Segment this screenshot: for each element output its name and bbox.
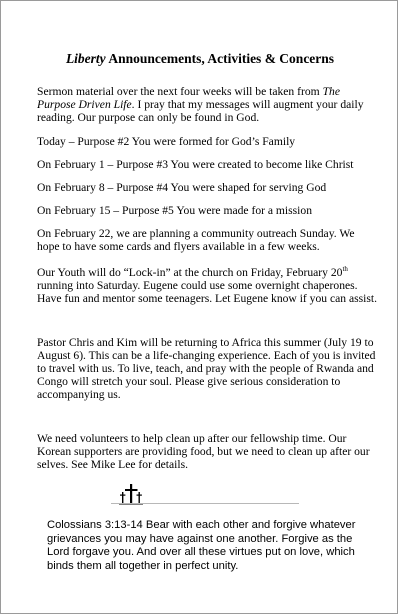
- sermon-series-paragraph: [37, 85, 379, 124]
- youth-lockin-paragraph: [37, 266, 379, 305]
- purpose-3-line: On February 1 – Purpose #3 You were created to become like Christ: [37, 158, 354, 171]
- book-title: The Purpose Driven Life: [37, 85, 340, 111]
- title-church-name: Liberty: [65, 51, 106, 66]
- sermon-text-start: Sermon material over the next four weeks will be taken from: [37, 85, 323, 98]
- outreach-paragraph: On February 22, we are planning a community outreach Sunday. We hope to have some cards and flyers available in a few weeks.: [37, 227, 355, 253]
- lockin-text-start: Our Youth will do “Lock-in” at the church on Friday, February 20: [37, 266, 343, 279]
- sermon-text-end: . I pray that my messages will augment your daily reading. Our purpose can only be found in God.: [37, 98, 364, 124]
- page-title: [1, 51, 399, 67]
- date-suffix: th: [342, 265, 348, 274]
- title-rest: Announcements, Activities & Concerns: [105, 51, 335, 66]
- scripture-verse: Colossians 3:13-14 Bear with each other and forgive whatever grievances you may have against one another. Forgive as the Lord forgave you. And over all these virtues put on love, which binds them all together in perfect unity.: [47, 519, 356, 572]
- volunteers-paragraph: We need volunteers to help clean up after our fellowship time. Our Korean supporters are providing food, but we need to clean up after our selves. See Mike Lee for details.: [37, 432, 370, 471]
- purpose-4-line: On February 8 – Purpose #4 You were shaped for serving God: [37, 181, 327, 194]
- divider-rule: [111, 503, 299, 504]
- purpose-2-line: Today – Purpose #2 You were formed for God’s Family: [37, 135, 296, 148]
- purpose-5-line: On February 15 – Purpose #5 You were made for a mission: [37, 204, 312, 217]
- africa-trip-paragraph: Pastor Chris and Kim will be returning to Africa this summer (July 19 to August 6). This can be a life-changing experience. Each of you is invited to travel with us. To live, teach, and pray with the people of Rwanda and Congo will stretch your soul. Please give serious consideration to accompanying us.: [37, 336, 376, 401]
- lockin-text-end: running into Saturday. Eugene could use some overnight chaperones. Have fun and mentor some teenagers. Let Eugene know if you can assist.: [37, 279, 377, 305]
